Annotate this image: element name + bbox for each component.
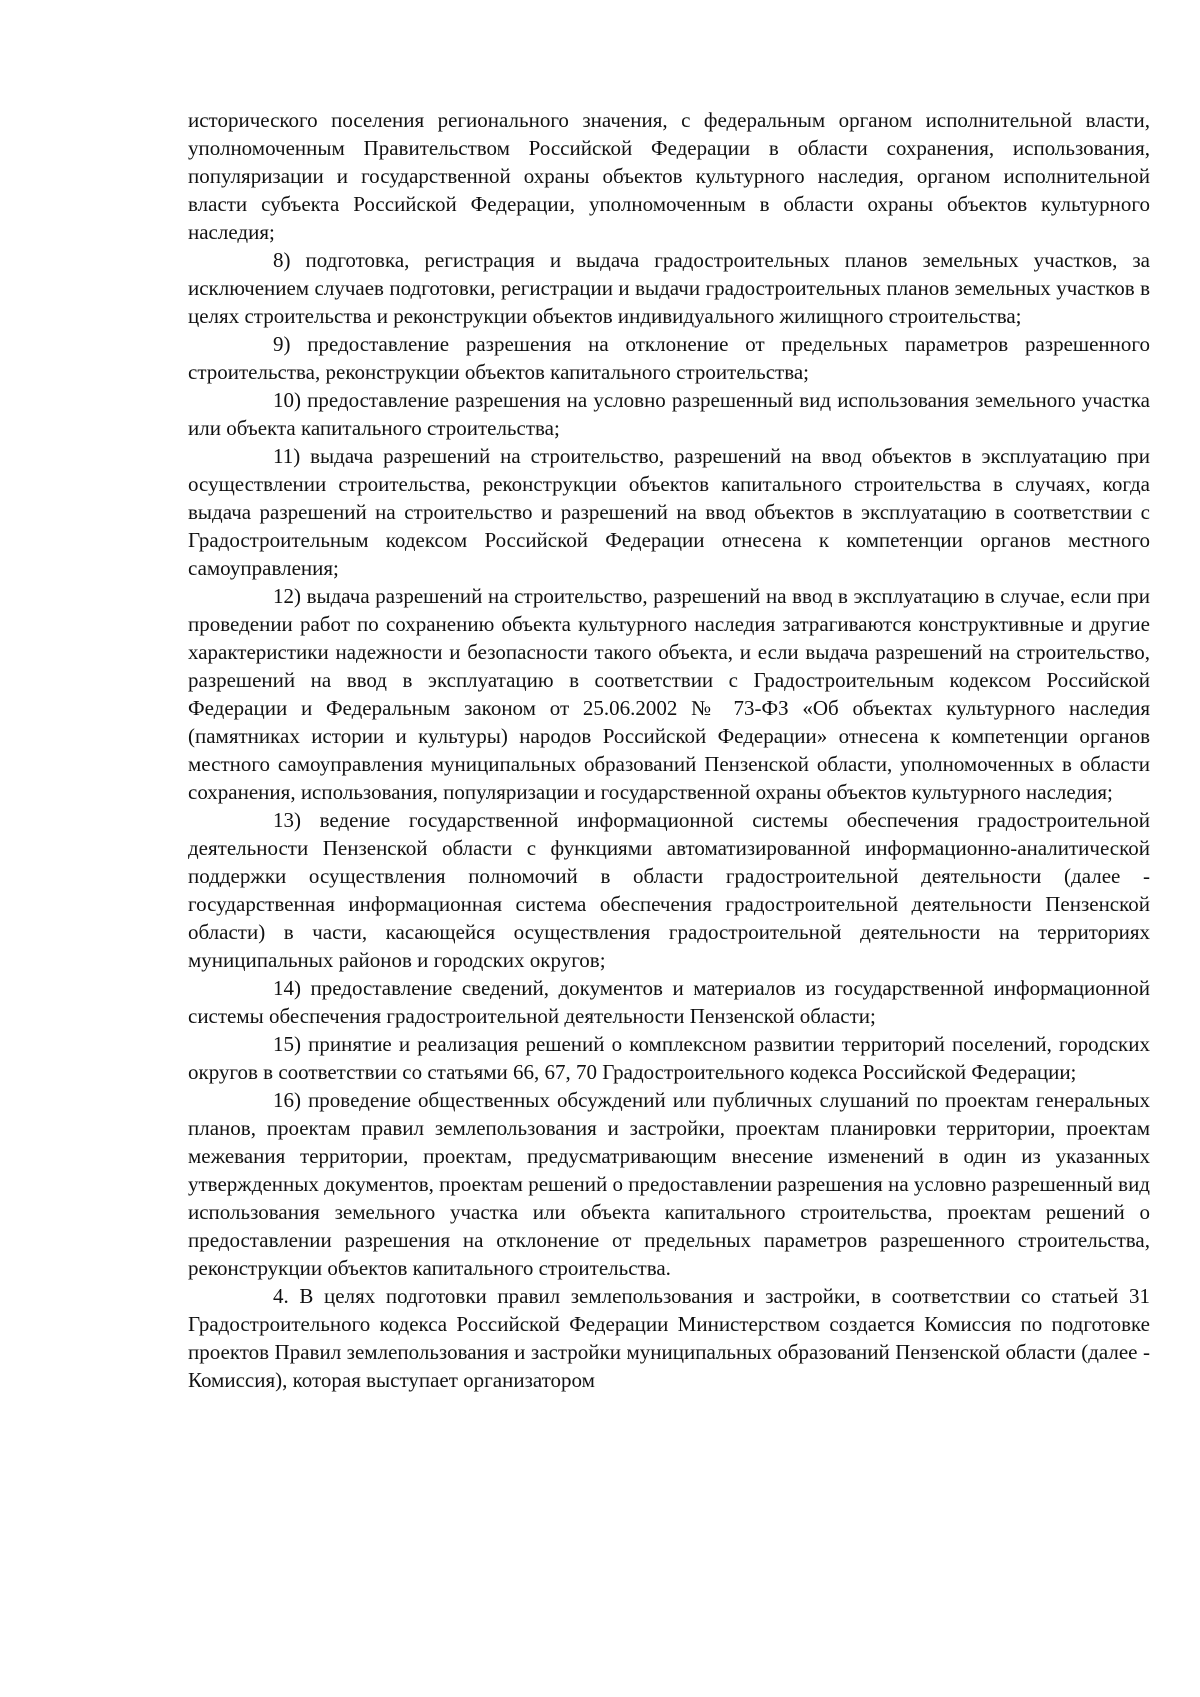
- paragraph-item-8: 8) подготовка, регистрация и выдача градостроительных планов земельных участков, за исключением случаев подготовки, регистрации и выдачи градостроительных планов земельных участков в целях строительства и реконструкции объектов индивидуального жилищного строительства;: [188, 248, 1150, 328]
- paragraph-item-16: 16) проведение общественных обсуждений или публичных слушаний по проектам генеральных планов, проектам правил землепользования и застройки, проектам планировки территории, проектам межевания территории, проектам, предусматривающим внесение изменений в один из указанных утвержденных документов, проектам решений о предоставлении разрешения на условно разрешенный вид использования земельного участка или объекта капитального строительства, проектам решений о предоставлении разрешения на отклонение от предельных параметров разрешенного строительства, реконструкции объектов капитального строительства.: [188, 1088, 1150, 1280]
- paragraph-section-4: 4. В целях подготовки правил землепользования и застройки, в соответствии со статьей 31 Градостроительного кодекса Российской Федерации Министерством создается Комиссия по подготовке проектов Правил землепользования и застройки муниципальных образований Пензенской области (далее - Комиссия), которая выступает организатором: [188, 1284, 1150, 1392]
- paragraph-item-13: 13) ведение государственной информационной системы обеспечения градостроительной деятельности Пензенской области с функциями автоматизированной информационно-аналитической поддержки осуществления полномочий в области градостроительной деятельности (далее - государственная информационная система обеспечения градостроительной деятельности Пензенской области) в части, касающейся осуществления градостроительной деятельности на территориях муниципальных районов и городских округов;: [188, 808, 1150, 972]
- paragraph-item-9: 9) предоставление разрешения на отклонение от предельных параметров разрешенного строительства, реконструкции объектов капитального строительства;: [188, 332, 1150, 384]
- paragraph-item-11: 11) выдача разрешений на строительство, разрешений на ввод объектов в эксплуатацию при осуществлении строительства, реконструкции объектов капитального строительства в случаях, когда выдача разрешений на строительство и разрешений на ввод объектов в эксплуатацию в соответствии с Градостроительным кодексом Российской Федерации отнесена к компетенции органов местного самоуправления;: [188, 444, 1150, 580]
- document-body: [188, 106, 1150, 1394]
- paragraph-1: исторического поселения регионального значения, с федеральным органом исполнительной власти, уполномоченным Правительством Российской Федерации в области сохранения, использования, популяризации и государственной охраны объектов культурного наследия, органом исполнительной власти субъекта Российской Федерации, уполномоченным в области охраны объектов культурного наследия;: [188, 108, 1150, 244]
- paragraph-item-10: 10) предоставление разрешения на условно разрешенный вид использования земельного участка или объекта капитального строительства;: [188, 388, 1150, 440]
- paragraph-item-14: 14) предоставление сведений, документов и материалов из государственной информационной системы обеспечения градостроительной деятельности Пензенской области;: [188, 976, 1150, 1028]
- paragraph-item-12: 12) выдача разрешений на строительство, разрешений на ввод в эксплуатацию в случае, если при проведении работ по сохранению объекта культурного наследия затрагиваются конструктивные и другие характеристики надежности и безопасности такого объекта, и если выдача разрешений на строительство, разрешений на ввод в эксплуатацию в соответствии с Градостроительным кодексом Российской Федерации и Федеральным законом от 25.06.2002 № 73-ФЗ «Об объектах культурного наследия (памятниках истории и культуры) народов Российской Федерации» отнесена к компетенции органов местного самоуправления муниципальных образований Пензенской области, уполномоченных в области сохранения, использования, популяризации и государственной охраны объектов культурного наследия;: [188, 584, 1150, 804]
- paragraph-item-15: 15) принятие и реализация решений о комплексном развитии территорий поселений, городских округов в соответствии со статьями 66, 67, 70 Градостроительного кодекса Российской Федерации;: [188, 1032, 1150, 1084]
